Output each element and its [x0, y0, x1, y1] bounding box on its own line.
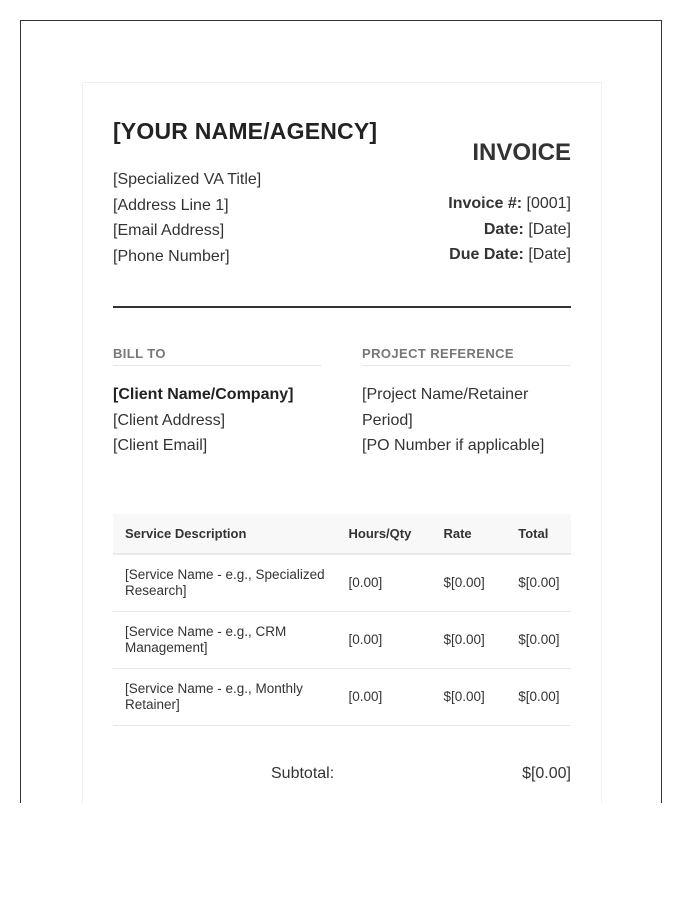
service-description: [Service Name - e.g., CRM Management]	[113, 612, 336, 669]
table-row	[113, 612, 571, 669]
subtotal-label: Subtotal:	[271, 765, 335, 782]
service-description: [Service Name - e.g., Specialized Research]	[113, 554, 336, 612]
invoice-meta	[448, 191, 571, 268]
invoice-date-value: [Date]	[528, 220, 571, 238]
header-total: Total	[506, 514, 571, 554]
table-row	[113, 669, 571, 726]
client-address: [Client Address]	[113, 411, 226, 429]
header-rate: Rate	[431, 514, 506, 554]
sender-email: [Email Address]	[113, 222, 225, 239]
service-total: $[0.00]	[506, 554, 571, 612]
invoice-number-value: [0001]	[526, 195, 571, 212]
project-name-line2: Period]	[362, 411, 413, 429]
project-name-line1: [Project Name/Retainer	[362, 386, 529, 403]
client-email: [Client Email]	[113, 437, 208, 454]
table-header-row	[113, 514, 571, 554]
invoice-date-label: Date:	[483, 220, 524, 238]
invoice-heading: INVOICE	[472, 139, 571, 166]
client-name: [Client Name/Company]	[113, 386, 294, 403]
invoice-due-row	[448, 242, 571, 268]
service-rate: $[0.00]	[431, 612, 506, 669]
service-total: $[0.00]	[506, 612, 571, 669]
project-reference-heading: PROJECT REFERENCE	[362, 346, 570, 366]
invoice-due-value: [Date]	[528, 246, 571, 263]
service-rate: $[0.00]	[431, 554, 506, 612]
header-hours-qty: Hours/Qty	[336, 514, 431, 554]
services-table	[113, 514, 571, 726]
header-service-description: Service Description	[113, 514, 336, 554]
invoice-number-label: Invoice #:	[448, 195, 523, 212]
service-total: $[0.00]	[506, 669, 571, 726]
table-row	[113, 554, 571, 612]
service-qty: [0.00]	[336, 669, 431, 726]
agency-name: [YOUR NAME/AGENCY]	[113, 118, 378, 144]
invoice-page	[82, 82, 602, 803]
service-qty: [0.00]	[336, 612, 431, 669]
subtotal-value: $[0.00]	[522, 765, 571, 782]
document-viewport[interactable]	[20, 20, 662, 803]
sender-details	[113, 167, 261, 269]
bill-to-heading: BILL TO	[113, 346, 321, 366]
invoice-number-row	[448, 191, 571, 217]
service-description: [Service Name - e.g., Monthly Retainer]	[113, 669, 336, 726]
bill-to-section	[113, 346, 321, 459]
invoice-date-row	[448, 217, 571, 243]
invoice-due-label: Due Date:	[449, 246, 524, 263]
header-divider	[113, 306, 571, 308]
sender-address: [Address Line 1]	[113, 196, 229, 214]
sender-title: [Specialized VA Title]	[113, 171, 262, 188]
service-rate: $[0.00]	[431, 669, 506, 726]
sender-phone: [Phone Number]	[113, 247, 230, 265]
service-qty: [0.00]	[336, 554, 431, 612]
po-number: [PO Number if applicable]	[362, 437, 545, 454]
project-reference-section	[362, 346, 570, 459]
